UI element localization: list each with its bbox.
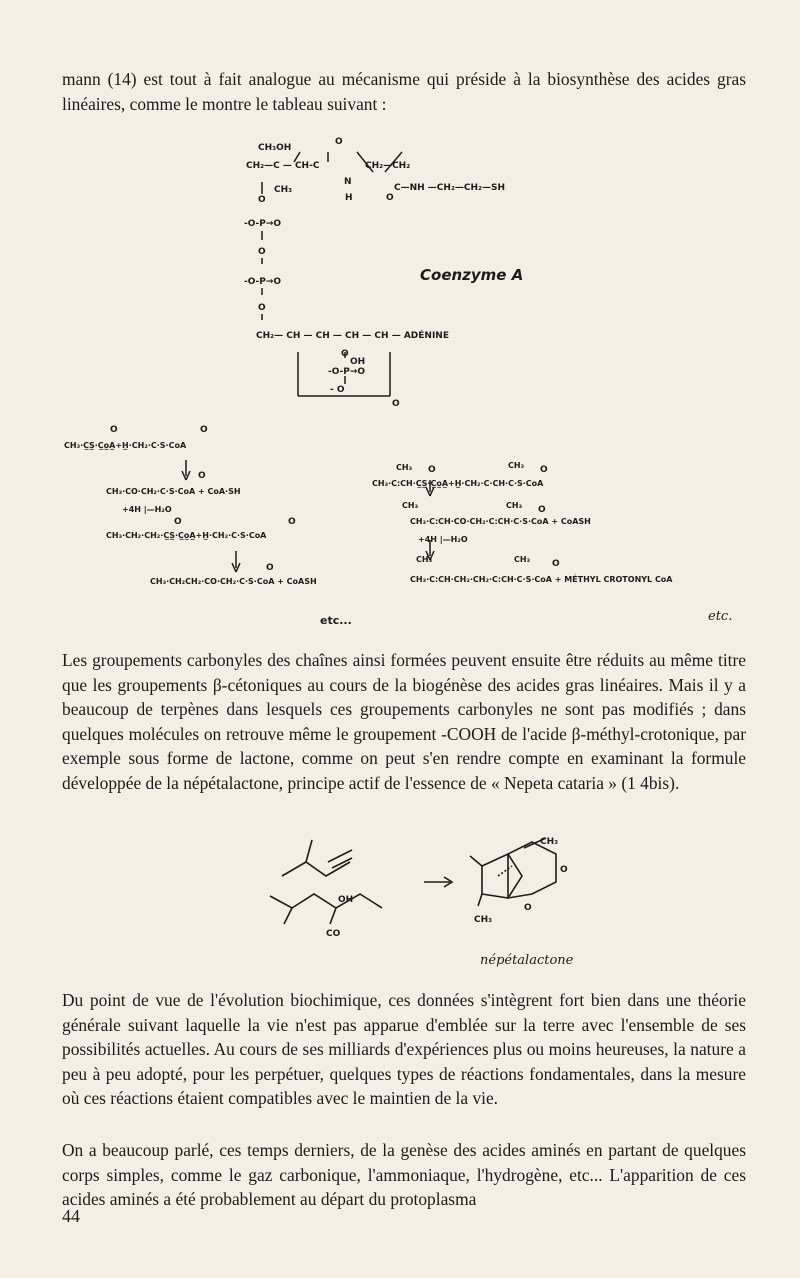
coa-phos3: -O-P→O bbox=[328, 367, 366, 377]
nepeta-o2: O bbox=[524, 903, 532, 913]
coa-o-base: O bbox=[392, 399, 400, 409]
paragraph-carbonyles: Les groupements carbonyles des chaînes ainsi formées peuvent ensuite être réduits au même titre que les groupements β-cétoniques au cours de la biogénèse des acides gras linéaires. Mais il y a beaucoup de terpènes dans lesquels ces groupements carbonyles ne sont pas modifiés ; dans quelques molécules on retrouve même le groupement -COOH de l'acide β-méthyl-crotonique, par exemple sous forme de lactone, comme on peut s'en rendre compte en examinant la formule développée de la népétalactone, principe actif de l'essence de « Nepeta cataria » (1 4bis). bbox=[62, 650, 746, 793]
right-ch3e: CH₃ bbox=[416, 555, 433, 564]
paragraph-intro: mann (14) est tout à fait analogue au mécanisme qui préside à la biosynthèse des acides gras linéaires, comme le montre le tableau suivant : bbox=[62, 69, 746, 114]
coa-phos2: -O-P→O bbox=[244, 277, 282, 287]
left-reaction-2b: +4H |—H₂O bbox=[122, 505, 172, 514]
left-reaction-3: CH₃·CH₂·CH₂·C̲S̲·C̲o̲A̲+H̲·CH₂·C·S·CoA bbox=[106, 531, 267, 540]
right-ch3a: CH₃ bbox=[396, 463, 413, 472]
coa-ch2ch2: CH₂—CH₂ bbox=[365, 161, 411, 171]
right-reaction-2: CH₃·C:CH·CO·CH₂·C:CH·C·S·CoA + CoASH bbox=[410, 517, 591, 526]
left-reaction-2: CH₃·CO·CH₂·C·S·CoA + CoA·SH bbox=[106, 487, 241, 496]
right-ob: O bbox=[540, 465, 548, 475]
coa-o-low: O bbox=[258, 303, 266, 313]
left-etc: etc... bbox=[320, 614, 352, 627]
right-ch3f: CH₃ bbox=[514, 555, 531, 564]
right-reaction-3: CH₃·C:CH·CH₂·CH₂·C:CH·C·S·CoA + MÉTHYL CROTONYL CoA bbox=[410, 575, 673, 584]
coenzyme-a-label: Coenzyme A bbox=[420, 266, 524, 284]
right-etc: etc. bbox=[708, 609, 733, 624]
right-ch3d: CH₃ bbox=[506, 501, 523, 510]
coa-phos1: -O-P→O bbox=[244, 219, 282, 229]
right-oa: O bbox=[428, 465, 436, 475]
nepeta-oh: OH bbox=[338, 895, 354, 905]
coa-sh-chain: C—NH —CH₂—CH₂—SH bbox=[394, 183, 505, 193]
left-reaction-1: CH₃·C̲S̲·C̲o̲A̲+H̲·CH₂·C·S·CoA bbox=[64, 441, 187, 450]
nepeta-o1: O bbox=[560, 865, 568, 875]
left-o2: O bbox=[200, 425, 208, 435]
right-ch3b: CH₃ bbox=[508, 461, 525, 470]
coa-o-left: O bbox=[258, 195, 266, 205]
right-oc: O bbox=[538, 505, 546, 515]
nepeta-ch3-bottom: CH₃ bbox=[474, 915, 493, 925]
left-o1: O bbox=[110, 425, 118, 435]
nepetalactone-diagram bbox=[0, 832, 800, 982]
page-number: 44 bbox=[62, 1206, 80, 1226]
left-o6: O bbox=[266, 563, 274, 573]
left-o5: O bbox=[288, 517, 296, 527]
coa-o-top: O bbox=[335, 137, 343, 147]
coa-o-carbonyl: O bbox=[386, 193, 394, 203]
nepeta-co: CO bbox=[326, 929, 341, 939]
right-reaction-2b: +4H |—H₂O bbox=[418, 535, 468, 544]
coa-o-ring: O bbox=[341, 349, 349, 359]
paragraph-evolution: Du point de vue de l'évolution biochimique, ces données s'intègrent fort bien dans une théorie générale suivant laquelle la vie n'est pas apparue d'emblée sur la terre avec l'ensemble de ses possibilités actuelles. Au cours de ses milliards d'expériences plus ou moins heureuses, la nature a peu à peu adopté, pour les perpétuer, quelques types de réactions fondamentales, dans la mesure où ces réactions étaient compatibles avec le maintien de la vie. bbox=[62, 990, 746, 1109]
coenzyme-a-diagram bbox=[0, 130, 800, 635]
left-o3: O bbox=[198, 471, 206, 481]
coa-oh: OH bbox=[350, 357, 366, 367]
right-reaction-1: CH₃·C:CH·C̲S̲·C̲o̲A̲+H̲·CH₂·C·CH·C·S·CoA bbox=[372, 479, 544, 488]
coa-row1: CH₂—C — CH-C bbox=[246, 161, 320, 171]
coa-n: N bbox=[344, 177, 352, 187]
left-reaction-4: CH₃·CH₂CH₂·CO·CH₂·C·S·CoA + CoASH bbox=[150, 577, 317, 586]
coa-ch3oh: CH₃OH bbox=[258, 143, 292, 153]
coa-ch3: CH₃ bbox=[274, 185, 293, 195]
left-o4: O bbox=[174, 517, 182, 527]
paragraph-acides-amines: On a beaucoup parlé, ces temps derniers, de la genèse des acides aminés en partant de quelques corps simples, comme le gaz carbonique, l'ammoniaque, l'hydrogène, etc... L'apparition de ces acides aminés a été probablement au départ du protoplasma bbox=[62, 1140, 746, 1210]
nepetalactone-label: népétalactone bbox=[480, 953, 574, 968]
nepeta-ch3-top: CH₃ bbox=[540, 837, 559, 847]
right-ch3c: CH₃ bbox=[402, 501, 419, 510]
right-od: O bbox=[552, 559, 560, 569]
coa-h: H bbox=[345, 193, 353, 203]
coa-o-mid: O bbox=[258, 247, 266, 257]
coa-o-ring-bottom: - O bbox=[330, 385, 345, 395]
coa-sugar-chain: CH₂— CH — CH — CH — CH — ADÉNINE bbox=[256, 331, 449, 341]
